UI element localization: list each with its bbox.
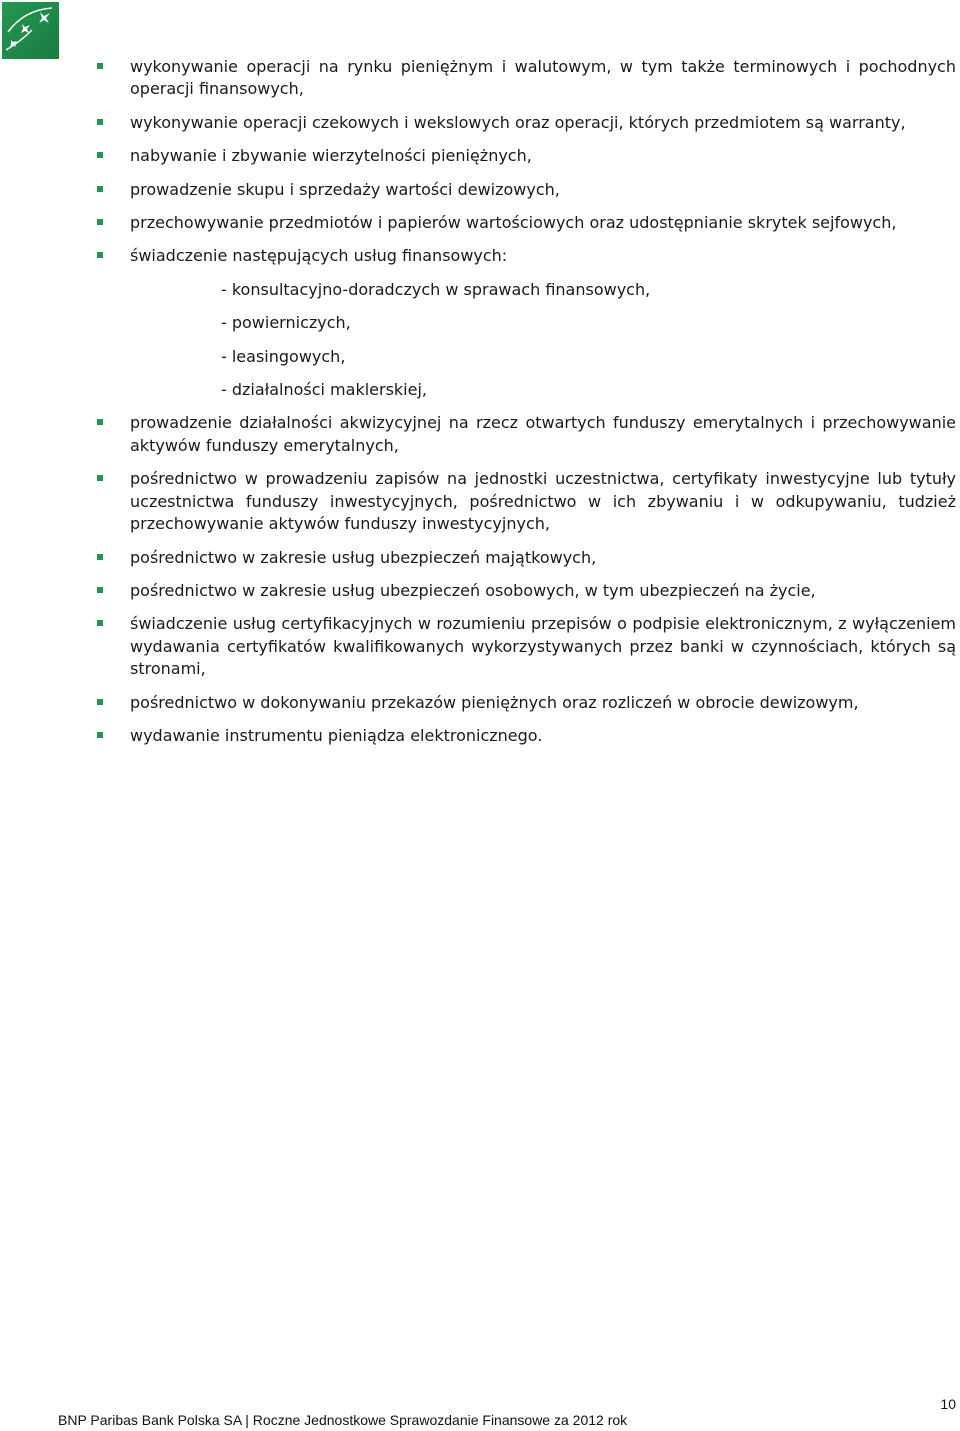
list-item-text: pośrednictwo w dokonywaniu przekazów pieniężnych oraz rozliczeń w obrocie dewizowym, (130, 692, 859, 712)
page-footer: BNP Paribas Bank Polska SA | Roczne Jednostkowe Sprawozdanie Finansowe za 2012 rok (58, 1412, 628, 1428)
page-number: 10 (940, 1396, 956, 1412)
bullet-icon (97, 186, 103, 192)
list-item-text: pośrednictwo w zakresie usług ubezpieczeń osobowych, w tym ubezpieczeń na życie, (130, 580, 816, 600)
sub-list-item: - leasingowych, (221, 346, 346, 366)
sub-list-item: - powierniczych, (221, 313, 351, 333)
list-item (130, 179, 956, 201)
bullet-icon (97, 219, 103, 225)
list-item-text: prowadzenie działalności akwizycyjnej na rzecz otwartych funduszy emerytalnych i przechowywanie aktywów funduszy emerytalnych, (130, 413, 956, 455)
list-item (130, 112, 956, 134)
list-item-text: świadczenie następujących usług finansowych: (130, 246, 508, 266)
bullet-icon (97, 620, 103, 626)
sub-list-item: - działalności maklerskiej, (221, 380, 427, 400)
list-item (130, 145, 956, 167)
list-item (130, 56, 956, 101)
list-item-text: prowadzenie skupu i sprzedaży wartości dewizowych, (130, 179, 560, 199)
list-item-text: nabywanie i zbywanie wierzytelności pieniężnych, (130, 146, 532, 166)
bullet-icon (97, 419, 103, 425)
document-body (130, 56, 956, 758)
list-item (130, 725, 956, 747)
list-item (130, 692, 956, 714)
bullet-icon (97, 152, 103, 158)
sub-list-item: - konsultacyjno-doradczych w sprawach finansowych, (221, 279, 651, 299)
bullet-icon (97, 732, 103, 738)
list-item (130, 580, 956, 602)
bullet-icon (97, 119, 103, 125)
bullet-icon (97, 252, 103, 258)
list-item-text: pośrednictwo w prowadzeniu zapisów na jednostki uczestnictwa, certyfikaty inwestycyjne lub tytuły uczestnictwa funduszy inwestycyjnych, pośrednictwo w ich zbywaniu i w odkupywaniu, tudzież przechowywanie aktywów funduszy inwestycyjnych, (130, 469, 956, 534)
bullet-icon (97, 63, 103, 69)
list-item-text: wykonywanie operacji czekowych i wekslowych oraz operacji, których przedmiotem są warranty, (130, 112, 906, 132)
list-item-text: świadczenie usług certyfikacyjnych w rozumieniu przepisów o podpisie elektronicznym, z wyłączeniem wydawania certyfikatów kwalifikowanych wykorzystywanych przez banki w czynnościach, których są stronami, (130, 614, 956, 679)
list-item-text: wykonywanie operacji na rynku pieniężnym i walutowym, w tym także terminowych i pochodnych operacji finansowych, (130, 57, 956, 99)
list-item (130, 468, 956, 535)
list-item-text: pośrednictwo w zakresie usług ubezpieczeń majątkowych, (130, 547, 597, 567)
list-item (130, 245, 956, 267)
list-item-text: wydawanie instrumentu pieniądza elektronicznego. (130, 725, 543, 745)
list-item (130, 547, 956, 569)
bullet-icon (97, 587, 103, 593)
list-item (130, 212, 956, 234)
bullet-icon (97, 554, 103, 560)
list-item (130, 412, 956, 457)
list-item (130, 613, 956, 680)
bnp-paribas-logo (2, 2, 59, 59)
bullet-icon (97, 699, 103, 705)
list-item-text: przechowywanie przedmiotów i papierów wartościowych oraz udostępnianie skrytek sejfowych, (130, 213, 897, 233)
bullet-icon (97, 475, 103, 481)
